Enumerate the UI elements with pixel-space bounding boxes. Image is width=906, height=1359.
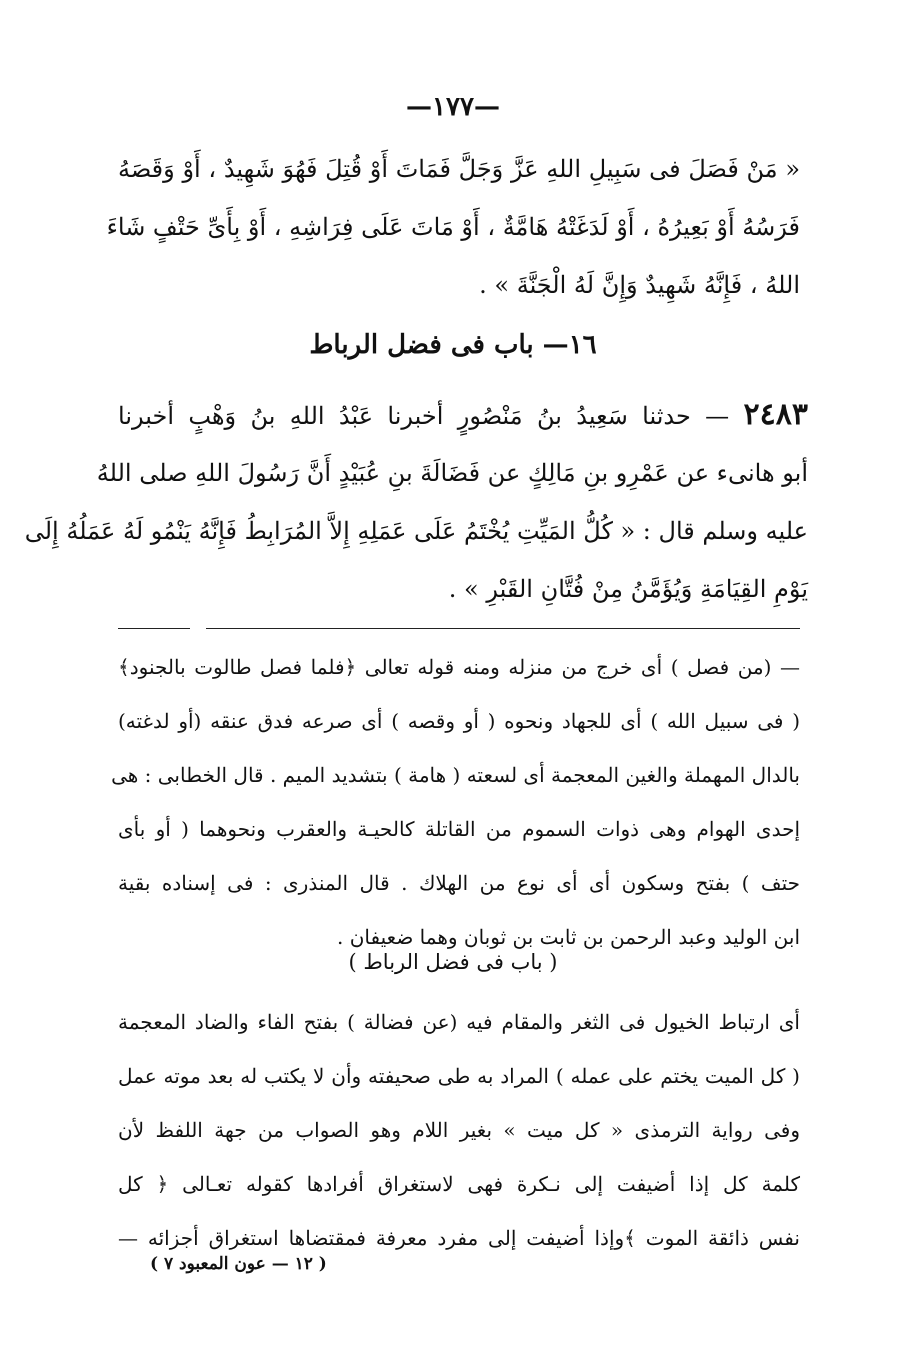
hadith-continuation: [106, 140, 800, 314]
text-line: يَوْمِ القِيَامَةِ وَيُؤَمَّنُ مِنْ فُتَّانِ القَبْرِ » .: [448, 575, 808, 603]
commentary-line: كلمة كل إذا أضيفت إلى نـكرة فهى لاستغراق أفرادها كقوله تعـالى ﴿ كل: [118, 1172, 800, 1196]
text-line-first: [118, 386, 808, 444]
commentary-block-2: [118, 995, 800, 1265]
hadith-number: ٢٤٨٣: [743, 397, 808, 432]
text-line: عليه وسلم قال : « كُلُّ المَيِّتِ يُخْتَمُ عَلَى عَمَلِهِ إِلاَّ المُرَابِطُ فَإِنَّهُ يَنْمُو لَهُ عَمَلُهُ إِلَى: [24, 517, 808, 545]
commentary-line: بالدال المهملة والغين المعجمة أى لسعته ( هامة ) بتشديد الميم . قال الخطابى : هى: [111, 763, 800, 787]
commentary-line: — (من فصل ) أى خرج من منزله ومنه قوله تعالى ﴿فلما فصل طالوت بالجنود﴾: [118, 655, 800, 679]
footer-signature: ( ١٢ — عون المعبود ٧ ): [150, 1254, 327, 1274]
commentary-line: حتف ) بفتح وسكون أى أى نوع من الهلاك . قال المنذرى : فى إسناده بقية: [118, 871, 800, 895]
commentary-line: ( فى سبيل الله ) أى للجهاد ونحوه ( أو وقصه ) أى صرعه فدق عنقه (أو لدغته): [118, 709, 800, 733]
commentary-block-1: [111, 640, 800, 964]
hadith-2483: [24, 386, 808, 618]
commentary-line: وفى رواية الترمذى « كل ميت » بغير اللام وهو الصواب من جهة اللفظ لأن: [118, 1118, 800, 1142]
commentary-line: إحدى الهوام وهى ذوات السموم من القاتلة كالحيـة والعقرب ونحوهما ( أو بأى: [118, 817, 800, 841]
chapter-heading: ١٦— باب فى فضل الرباط: [309, 330, 597, 360]
page-number: —١٧٧—: [406, 92, 500, 122]
footnote-divider: [118, 628, 800, 629]
commentary-line: ( كل الميت يختم على عمله ) المراد به طى صحيفته وأن لا يكتب له بعد موته عمل: [118, 1064, 800, 1088]
commentary-sub-heading: ( باب فى فضل الرباط ): [348, 950, 558, 974]
text-line: أبو هانىء عن عَمْرِو بنِ مَالِكٍ عن فَضَالَةَ بنِ عُبَيْدٍ أَنَّ رَسُولَ اللهِ صلى اللهُ: [96, 459, 808, 487]
hadith-first-line: — حدثنا سَعِيدُ بنُ مَنْصُورٍ أخبرنا عَبْدُ اللهِ بنُ وَهْبٍ أخبرنا: [118, 402, 730, 430]
commentary-line: أى ارتباط الخيول فى الثغر والمقام فيه (عن فضالة ) بفتح الفاء والضاد المعجمة: [118, 1010, 800, 1034]
commentary-line: ابن الوليد وعبد الرحمن بن ثابت بن ثوبان وهما ضعيفان .: [337, 925, 800, 949]
divider-gap: [190, 624, 206, 634]
text-line: اللهُ ، فَإِنَّهُ شَهِيدٌ وَإِنَّ لَهُ الْجَنَّةَ » .: [479, 271, 800, 299]
text-line: فَرَسُهُ أَوْ بَعِيرُهُ ، أَوْ لَدَغَتْهُ هَامَّةٌ ، أَوْ مَاتَ عَلَى فِرَاشِهِ ، أَوْ بِأَىِّ حَتْفٍ شَاءَ: [106, 213, 800, 241]
text-line: « مَنْ فَصَلَ فى سَبِيلِ اللهِ عَزَّ وَجَلَّ فَمَاتَ أَوْ قُتِلَ فَهُوَ شَهِيدٌ ، أَوْ وَقَصَهُ: [118, 155, 800, 183]
commentary-line: نفس ذائقة الموت ﴾وإذا أضيفت إلى مفرد معرفة فمقتضاها استغراق أجزائه —: [118, 1226, 800, 1250]
